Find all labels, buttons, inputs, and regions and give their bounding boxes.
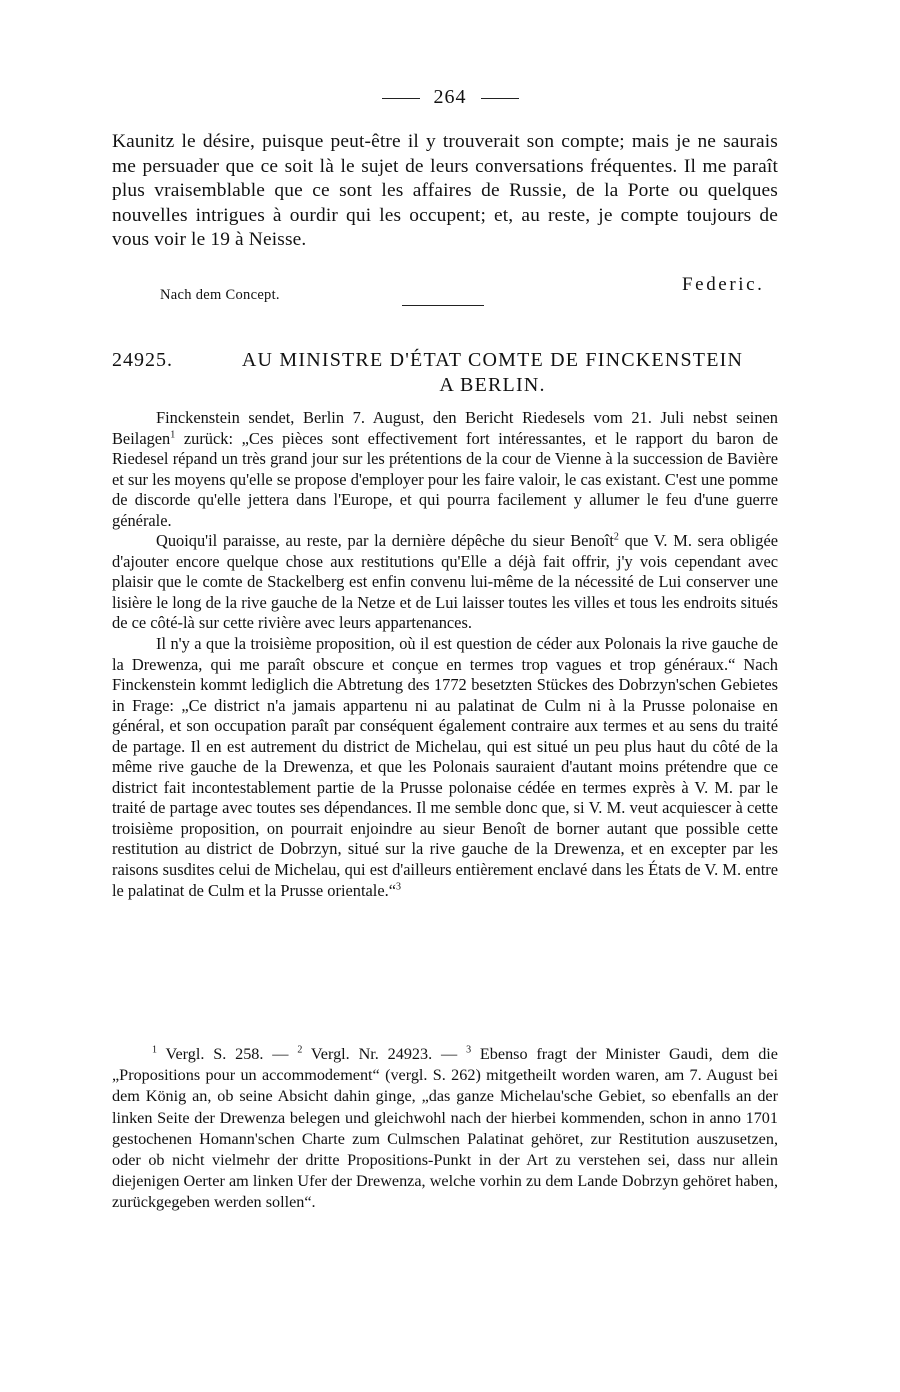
footnote-mark-3: 3 xyxy=(466,1044,472,1056)
signature: Federic. xyxy=(682,274,765,295)
page-number-text: 264 xyxy=(433,86,467,108)
document-title-line-1: AU MINISTRE D'ÉTAT COMTE DE FINCKENSTEIN xyxy=(241,349,744,371)
page-number-left-dash xyxy=(382,98,420,99)
footnote-ref-3: 3 xyxy=(396,881,402,893)
document-number: 24925. xyxy=(112,349,173,371)
footnote-3: Ebenso fragt der Minister Gaudi, dem die „Propositions pour un accommodement“ (vergl. S. 262) mitgetheilt worden waren, am 7. August bei dem König an, ob seine Absicht dahin ginge, „das ganze Michelau'sche Gebiet, so ebenfalls an der linken Seite der Drewenza belegen und gleichwohl nach der hierbei kommenden, schon in anno 1701 gestochenen Homann'schen Charte zum Culmschen Palatinat gehöret, zur Restitution auszusetzen, oder ob nicht vielmehr der dritte Propositions-Punkt in der Art zu verstehen sei, dass nur allein diejenigen Oerter am linken Ufer der Drewenza, welche vorhin zu dem Lande Dobrzyn gehöret haben, zurückgegeben werden sollen“. xyxy=(112,1045,778,1212)
body-text: Quoiqu'il paraisse, au reste, par la dernière dépêche du sieur Benoît xyxy=(156,531,614,551)
body-paragraph-1 xyxy=(112,408,778,531)
page-number-right-dash xyxy=(481,98,519,99)
body-text: Finckenstein sendet, Berlin 7. August, den Bericht Riedesels vom 21. Juli nebst seinen Beilagen xyxy=(112,408,778,448)
body-text: zurück: „Ces pièces sont effectivement fort intéressantes, et le rapport du baron de Riedesel répand un très grand jour sur les prétentions de la cour de Vienne à la succession de Bavière et sur les moyens qu'elle se propose d'employer pour les faire valoir, le cas existant. C'est une pomme de discorde qu'elle jettera dans l'Europe, et qui pourra facilement y allumer le feu d'une guerre générale. xyxy=(112,428,778,530)
body-paragraph-2 xyxy=(112,531,778,634)
section-divider xyxy=(402,305,484,306)
source-note: Nach dem Concept. xyxy=(160,287,280,303)
footnote-2: Vergl. Nr. 24923. — xyxy=(302,1045,467,1063)
document-heading xyxy=(112,348,778,398)
page-number xyxy=(0,86,900,109)
footnote-ref-2: 2 xyxy=(613,531,619,543)
footnote-block xyxy=(112,1044,778,1214)
continuation-paragraph: Kaunitz le désire, puisque peut-être il y trouverait son compte; mais je ne saurais me persuader que ce soit là le sujet de leurs conversations fréquentes. Il me paraît plus vraisemblable que ce sont les affaires de Russie, de la Porte ou quelques nouvelles intrigues à ourdir qui les occupent; et, au reste, je compte toujours de vous voir le 19 à Neisse. xyxy=(112,131,778,251)
footnote-mark-2: 2 xyxy=(297,1044,303,1056)
body-text: Il n'y a que la troisième proposition, où il est question de céder aux Polonais la rive gauche de la Drewenza, qui me paraît obscure et conçue en termes trop vagues et trop généraux.“ Nach Finckenstein kommt lediglich die Abtretung des 1772 besetzten Stückes des Dobrzyn'schen Gebietes in Frage: „Ce district n'a jamais appartenu ni au palatinat de Culm ni à la Prusse polonaise en général, et son occupation paraît par conséquent également contraire aux termes et au sens du traité de partage. Il en est autrement du district de Michelau, qui est situé un peu plus haut du côté de la même rive gauche de la Drewenza, et que les Polonais sauraient d'autant moins prétendre que ce district fait incontestablement partie de la Prusse polonaise cédée en termes exprès à V. M. par le traité de partage avec toutes ses dépendances. Il me semble donc que, si V. M. veut acquiescer à cette troisième proposition, on pourrait enjoindre au sieur Benoît de borner autant que possible cette restitution au district de Dobrzyn, situé sur la rive gauche de la Drewenza, et en excepter par les raisons susdites celui de Michelau, qui est d'ailleurs entièrement enclavé dans les États de V. M. entre le palatinat de Culm et la Prusse orientale.“ xyxy=(112,634,778,900)
document-body xyxy=(112,408,778,901)
document-title-line-2: A BERLIN. xyxy=(439,374,546,396)
body-paragraph-3 xyxy=(112,634,778,901)
footnote-mark-1: 1 xyxy=(152,1044,157,1056)
footnote-1: Vergl. S. 258. — xyxy=(157,1045,298,1063)
body-text: que V. M. sera obligée d'ajouter encore quelque chose aux restitutions qu'Elle a déjà fait offrir, j'y vois cependant avec plaisir que le comte de Stackelberg est enfin convenu lui-même de la nécessité de Lui conserver une lisière le long de la rive gauche de la Netze et de Lui laisser toutes les villes et tous les endroits situés de ce côté-là sur cette rivière avec leurs appartenances. xyxy=(112,531,778,633)
footnote-ref-1: 1 xyxy=(170,429,176,441)
footnotes xyxy=(112,1044,778,1214)
